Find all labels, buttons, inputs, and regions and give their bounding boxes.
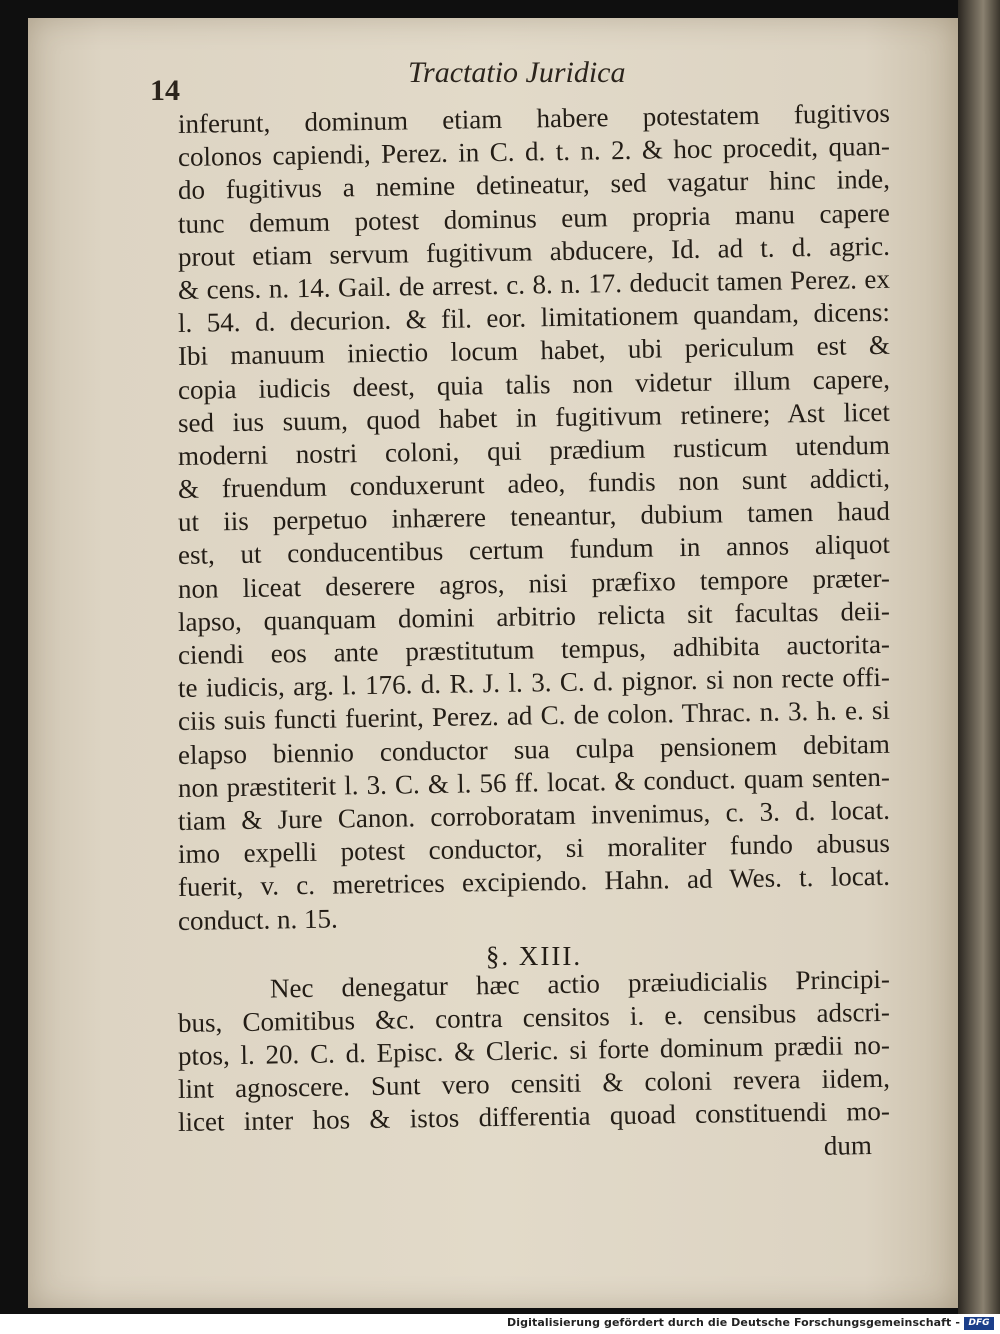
text-line: lapso, quanquam domini arbitrio relicta sit facultas deii- [177,595,891,637]
text-line: elapso biennio conductor sua culpa pensionem debitam [177,728,891,770]
page-edge [958,0,1000,1314]
text-line: te iudicis, arg. l. 176. d. R. J. l. 3. C. d. pignor. si non recte offi- [177,662,891,704]
text-line: ciendi eos ante præstitutum tempus, adhibita auctorita- [177,628,891,670]
text-line: Nec denegatur hæc actio præiudicialis Principi- [269,963,891,1004]
footer-bar [0,1314,1000,1334]
text-line: inferunt, dominum etiam habere potestatem fugitivos [177,97,891,139]
text-line: bus, Comitibus &c. contra censitos i. e. censibus adscri- [177,996,891,1038]
text-line: l. 54. d. decurion. & fil. eor. limitationem quandam, dicens: [177,296,891,339]
text-line: tiam & Jure Canon. corroboratam invenimus, c. 3. d. locat. [177,794,891,836]
text-line: lint agnoscere. Sunt vero censiti & coloni revera iidem, [177,1063,891,1105]
text-line: non liceat deserere agros, nisi præfixo tempore præter- [177,562,891,604]
text-line: & fruendum conduxerunt adeo, fundis non sunt addicti, [177,462,891,505]
text-line: tunc demum potest dominus eum propria manu capere [177,197,891,239]
body-text [177,97,891,1173]
text-line: ciis suis functi fuerint, Perez. ad C. de colon. Thrac. n. 3. h. e. si [177,695,891,737]
text-line: ptos, l. 20. C. d. Episc. & Cleric. si forte dominum prædii no- [177,1029,891,1072]
running-title: Tractatio Juridica [408,56,626,89]
text-line: licet inter hos & istos differentia quoad constituendi mo- [177,1096,891,1138]
text-line: imo expelli potest conductor, si moraliter fundo abusus [177,827,891,870]
text-line: do fugitivus a nemine detineatur, sed vagatur hinc inde, [177,164,891,206]
page-number: 14 [150,74,180,107]
dfg-logo: DFG [964,1317,994,1330]
text-line: est, ut conducentibus certum fundum in annos aliquot [177,529,891,571]
funding-notice: Digitalisierung gefördert durch die Deutsche Forschungsgemeinschaft - [507,1316,960,1329]
text-line: copia iudicis deest, quia talis non videtur illum capere, [177,363,891,405]
text-line: conduct. n. 15. [177,902,338,936]
text-line: non præstiterit l. 3. C. & l. 56 ff. locat. & conduct. quam senten- [177,761,891,803]
text-line: colonos capiendi, Perez. in C. d. t. n. 2. & hoc procedit, quan- [177,131,891,173]
text-line: & cens. n. 14. Gail. de arrest. c. 8. n. 17. deducit tamen Perez. ex [177,263,891,305]
catchword: dum [823,1129,873,1161]
text-line: sed ius suum, quod habet in fugitivum retinere; Ast licet [177,396,891,438]
page-header [150,52,910,107]
text-line: Ibi manuum iniectio locum habet, ubi periculum est & [177,330,891,372]
section-heading: §. XIII. [485,940,583,971]
text-line: moderni nostri coloni, qui prædium rusticum utendum [177,429,891,471]
text-line: ut iis perpetuo inhærere teneantur, dubium tamen haud [177,496,891,538]
text-line: fuerit, v. c. meretrices excipiendo. Hahn. ad Wes. t. locat. [177,861,891,903]
text-line: prout etiam servum fugitivum abducere, Id. ad t. d. agric. [177,230,891,272]
